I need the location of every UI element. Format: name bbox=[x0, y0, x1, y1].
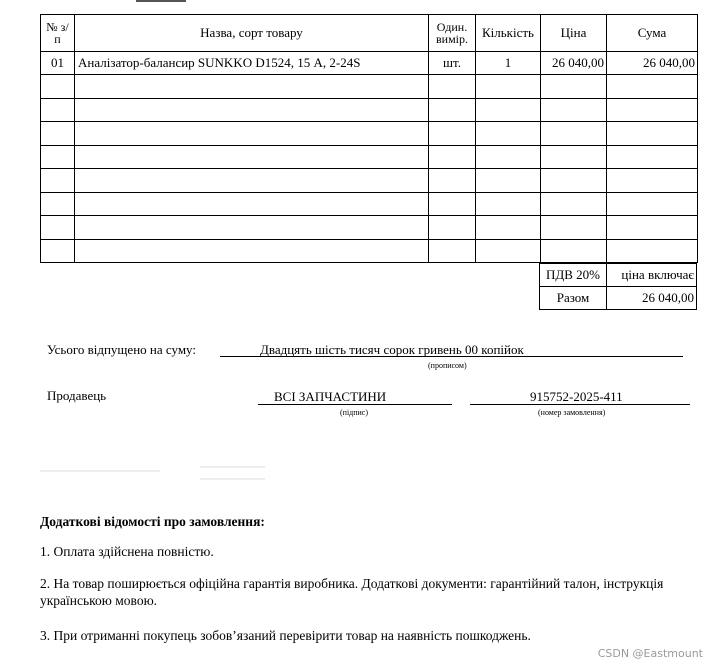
empty-row bbox=[41, 169, 698, 193]
table-header-row bbox=[41, 15, 698, 52]
order-number: 915752-2025-411 bbox=[530, 389, 623, 404]
seller-underline bbox=[258, 404, 452, 405]
row-unit: шт. bbox=[429, 52, 476, 75]
table-row bbox=[41, 52, 698, 75]
note-item: 3. При отриманні покупець зобов’язаний перевірити товар на наявність пошкоджень. bbox=[40, 628, 531, 643]
row-sum: 26 040,00 bbox=[607, 52, 698, 75]
faint-mark bbox=[40, 470, 160, 472]
total-row bbox=[540, 287, 697, 310]
seller-name: ВСІ ЗАПЧАСТИНИ bbox=[274, 389, 387, 404]
invoice-table bbox=[40, 14, 698, 263]
total-label: Разом bbox=[540, 287, 607, 310]
sign-caption: (підпис) bbox=[340, 408, 369, 417]
note-item: 2. На товар поширюється офіційна гарантія виробника. Додаткові документи: гарантійний талон, інструкція українською мовою. bbox=[40, 576, 664, 608]
empty-row bbox=[41, 216, 698, 240]
amount-caption: (прописом) bbox=[428, 361, 467, 370]
faint-mark bbox=[200, 466, 265, 468]
row-qty: 1 bbox=[476, 52, 541, 75]
top-tab-indicator bbox=[136, 0, 186, 2]
notes-title: Додаткові відомості про замовлення: bbox=[40, 514, 265, 529]
seller-label: Продавець bbox=[47, 388, 107, 403]
vat-value: ціна включає bbox=[607, 264, 697, 287]
empty-row bbox=[41, 145, 698, 169]
amount-underline bbox=[220, 356, 683, 357]
released-label: Усього відпущено на суму: bbox=[47, 342, 196, 357]
header-unit: Один. вимір. bbox=[429, 15, 476, 52]
watermark: CSDN @Eastmount bbox=[597, 647, 703, 660]
row-price: 26 040,00 bbox=[541, 52, 607, 75]
empty-row bbox=[41, 75, 698, 99]
empty-row bbox=[41, 239, 698, 263]
total-value: 26 040,00 bbox=[607, 287, 697, 310]
empty-row bbox=[41, 192, 698, 216]
empty-row bbox=[41, 98, 698, 122]
empty-row bbox=[41, 122, 698, 146]
header-name: Назва, сорт товару bbox=[75, 15, 429, 52]
header-qty: Кількість bbox=[476, 15, 541, 52]
faint-mark bbox=[200, 478, 265, 480]
totals-table bbox=[539, 263, 697, 310]
header-price: Ціна bbox=[541, 15, 607, 52]
header-sum: Сума bbox=[607, 15, 698, 52]
note-item: 1. Оплата здійснена повністю. bbox=[40, 544, 214, 559]
vat-label: ПДВ 20% bbox=[540, 264, 607, 287]
header-num: № з/п bbox=[41, 15, 75, 52]
row-num: 01 bbox=[41, 52, 75, 75]
order-underline bbox=[470, 404, 690, 405]
row-name: Аналізатор-балансир SUNKKO D1524, 15 А, 2-24S bbox=[75, 52, 429, 75]
vat-row bbox=[540, 264, 697, 287]
amount-in-words: Двадцять шість тисяч сорок гривень 00 копійок bbox=[260, 342, 524, 357]
order-caption: (номер замовлення) bbox=[538, 408, 606, 417]
